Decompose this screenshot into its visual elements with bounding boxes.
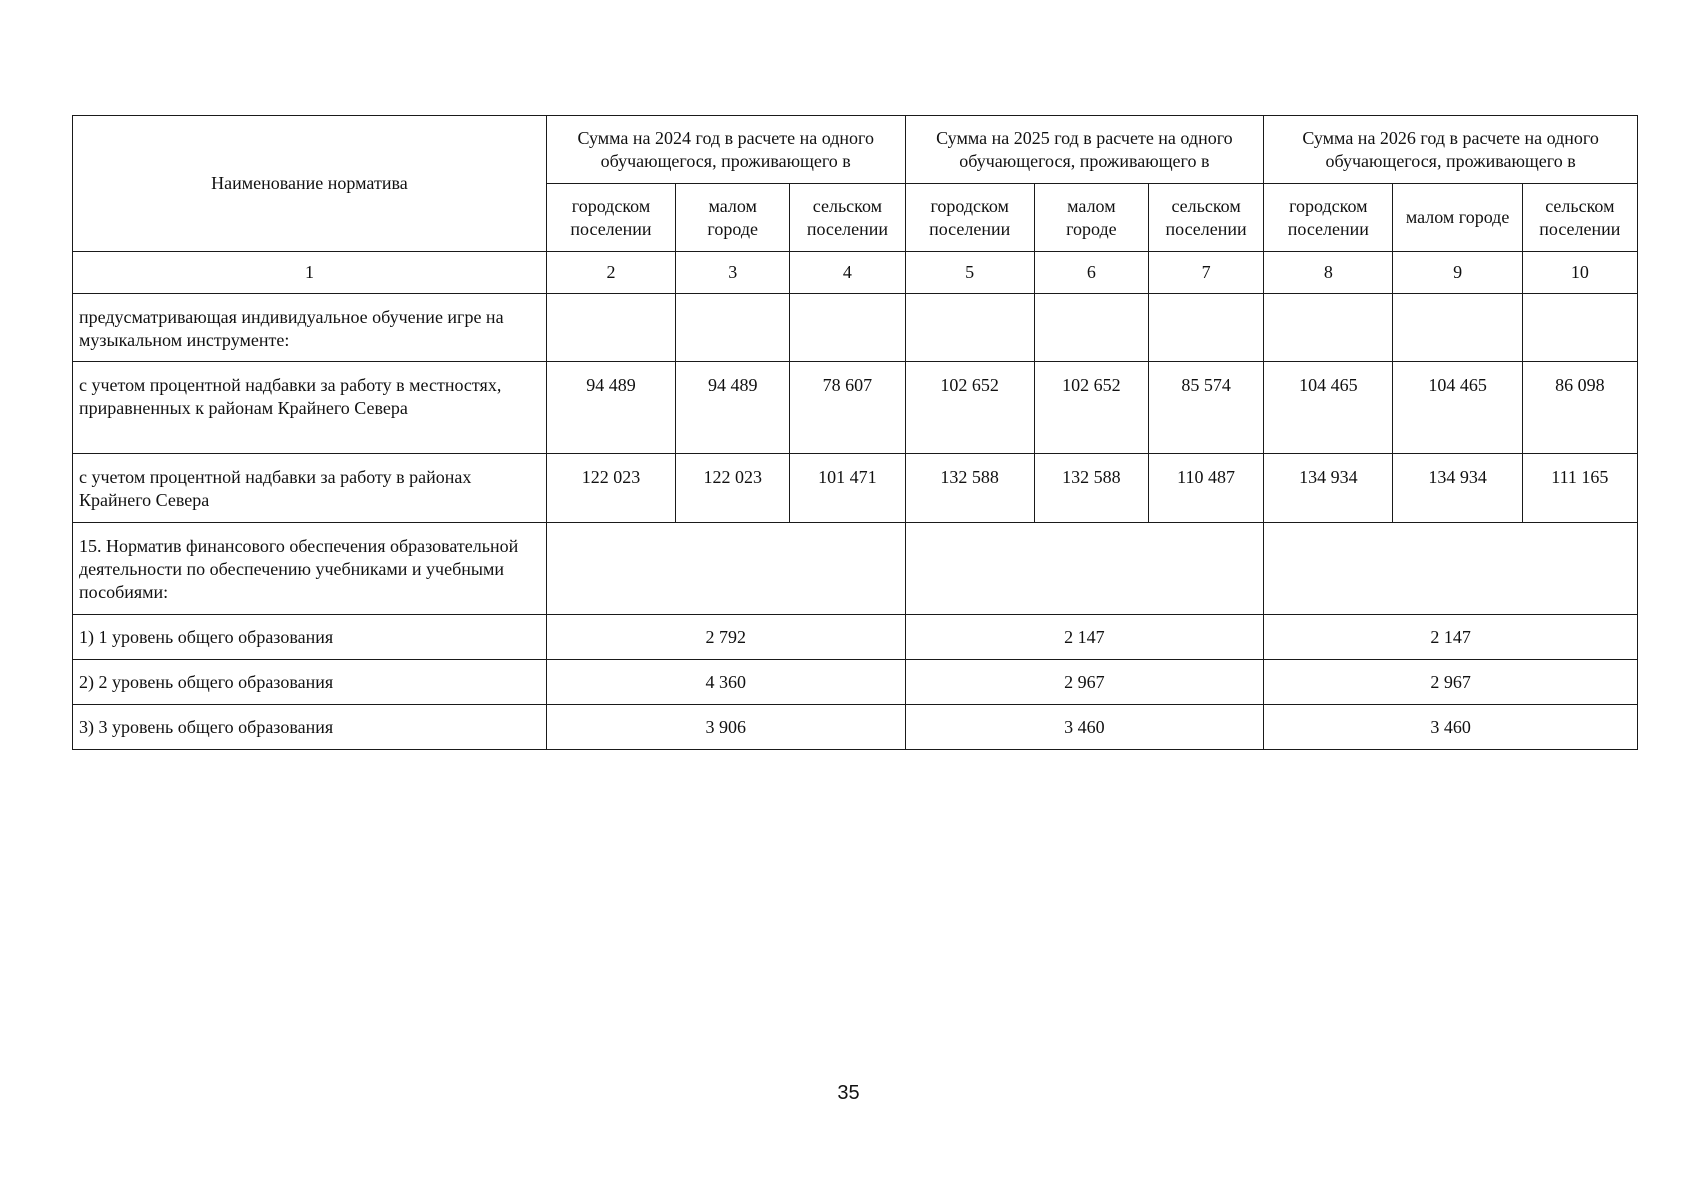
column-number: 7: [1148, 252, 1263, 294]
value-cell: [905, 294, 1034, 362]
table-row: [73, 615, 1638, 660]
table-row: [73, 523, 1638, 615]
header-row-years: [73, 116, 1638, 184]
table-row: [73, 660, 1638, 705]
merged-value-cell: 3 460: [905, 705, 1264, 750]
value-cell: 85 574: [1148, 362, 1263, 454]
merged-value-cell: 2 147: [1264, 615, 1638, 660]
value-cell: [546, 294, 675, 362]
header-sub-col: городском поселении: [905, 184, 1034, 252]
value-cell: 101 471: [790, 454, 905, 523]
header-sub-col: малом городе: [676, 184, 790, 252]
value-cell: 111 165: [1522, 454, 1637, 523]
header-year-2024: Сумма на 2024 год в расчете на одного обучающегося, проживающего в: [546, 116, 905, 184]
merged-value-cell: 4 360: [546, 660, 905, 705]
value-cell: 102 652: [905, 362, 1034, 454]
column-number: 9: [1393, 252, 1522, 294]
value-cell: 104 465: [1393, 362, 1522, 454]
header-sub-col: сельском поселении: [1522, 184, 1637, 252]
value-cell: 102 652: [1034, 362, 1148, 454]
column-numbers-row: [73, 252, 1638, 294]
value-cell: 134 934: [1264, 454, 1393, 523]
value-cell: [1264, 294, 1393, 362]
value-cell: [1148, 294, 1263, 362]
value-cell: [676, 294, 790, 362]
header-year-2026: Сумма на 2026 год в расчете на одного обучающегося, проживающего в: [1264, 116, 1638, 184]
row-name: 2) 2 уровень общего образования: [73, 660, 547, 705]
table-row: [73, 454, 1638, 523]
value-cell: 122 023: [546, 454, 675, 523]
value-cell: 134 934: [1393, 454, 1522, 523]
table-row: [73, 362, 1638, 454]
row-name: с учетом процентной надбавки за работу в местностях, приравненных к районам Крайнего Севера: [73, 362, 547, 454]
merged-value-cell: 3 906: [546, 705, 905, 750]
column-number: 6: [1034, 252, 1148, 294]
merged-value-cell: 2 792: [546, 615, 905, 660]
value-cell: 94 489: [676, 362, 790, 454]
column-number: 8: [1264, 252, 1393, 294]
header-name-col: Наименование норматива: [73, 116, 547, 252]
column-number: 2: [546, 252, 675, 294]
value-cell: [1393, 294, 1522, 362]
page-number: 35: [837, 1082, 860, 1104]
column-number: 1: [73, 252, 547, 294]
row-name: с учетом процентной надбавки за работу в районах Крайнего Севера: [73, 454, 547, 523]
header-sub-col: городском поселении: [546, 184, 675, 252]
value-cell: 132 588: [905, 454, 1034, 523]
value-cell: 132 588: [1034, 454, 1148, 523]
merged-value-cell: 2 967: [1264, 660, 1638, 705]
value-cell: 86 098: [1522, 362, 1637, 454]
row-name: 15. Норматив финансового обеспечения образовательной деятельности по обеспечению учебниками и учебными пособиями:: [73, 523, 547, 615]
value-cell: 104 465: [1264, 362, 1393, 454]
header-year-2025: Сумма на 2025 год в расчете на одного обучающегося, проживающего в: [905, 116, 1264, 184]
header-sub-col: сельском поселении: [1148, 184, 1263, 252]
value-cell: [1034, 294, 1148, 362]
value-cell: 122 023: [676, 454, 790, 523]
row-name: 1) 1 уровень общего образования: [73, 615, 547, 660]
column-number: 4: [790, 252, 905, 294]
merged-value-cell: [905, 523, 1264, 615]
merged-value-cell: [546, 523, 905, 615]
column-number: 10: [1522, 252, 1637, 294]
row-name: предусматривающая индивидуальное обучение игре на музыкальном инструменте:: [73, 294, 547, 362]
header-sub-col: малом городе: [1393, 184, 1522, 252]
value-cell: 94 489: [546, 362, 675, 454]
table-row: [73, 294, 1638, 362]
normative-table: [72, 115, 1638, 750]
column-number: 3: [676, 252, 790, 294]
table-row: [73, 705, 1638, 750]
merged-value-cell: 2 147: [905, 615, 1264, 660]
value-cell: [1522, 294, 1637, 362]
merged-value-cell: 3 460: [1264, 705, 1638, 750]
merged-value-cell: [1264, 523, 1638, 615]
header-sub-col: городском поселении: [1264, 184, 1393, 252]
header-sub-col: малом городе: [1034, 184, 1148, 252]
value-cell: 110 487: [1148, 454, 1263, 523]
row-name: 3) 3 уровень общего образования: [73, 705, 547, 750]
header-sub-col: сельском поселении: [790, 184, 905, 252]
value-cell: 78 607: [790, 362, 905, 454]
value-cell: [790, 294, 905, 362]
column-number: 5: [905, 252, 1034, 294]
merged-value-cell: 2 967: [905, 660, 1264, 705]
